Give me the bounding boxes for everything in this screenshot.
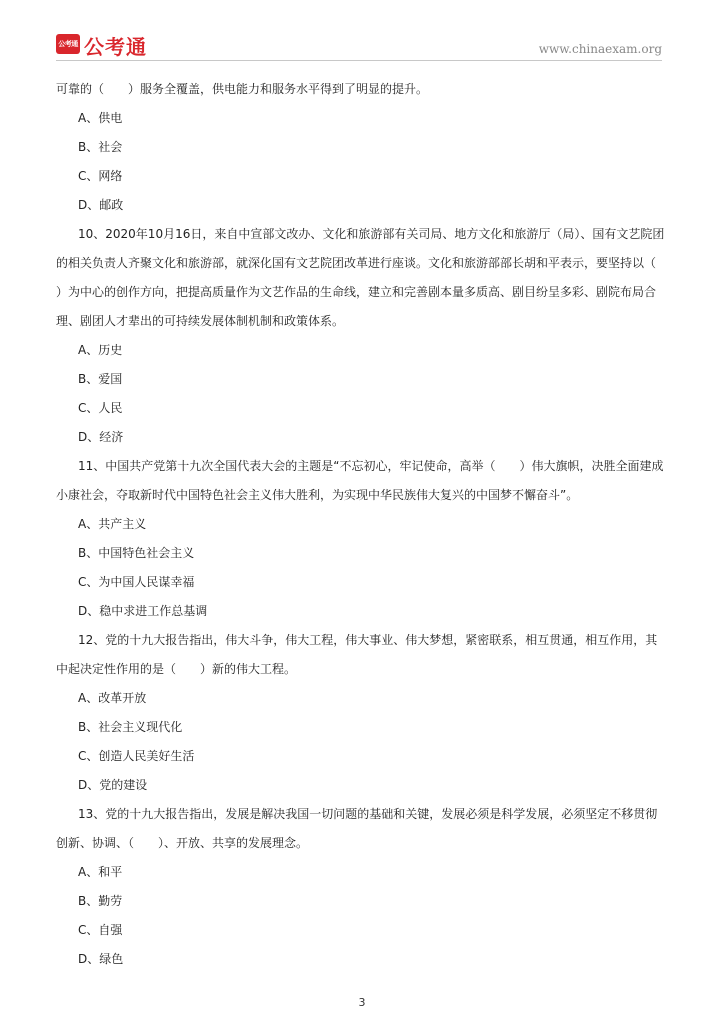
answer-option: A、历史 (78, 343, 123, 357)
logo-text: 公考通 (84, 35, 147, 59)
question-stem: 10、2020年10月16日，来自中宣部文改办、文化和旅游部有关司局、地方文化和旅游厅（局）、国有文艺院团 (78, 227, 665, 241)
answer-option: B、中国特色社会主义 (78, 546, 195, 560)
answer-option: D、党的建设 (78, 778, 148, 792)
answer-option: B、社会 (78, 140, 123, 154)
text-line: 创新、协调、（ ）、开放、共享的发展理念。 (56, 836, 309, 850)
text-line: ）为中心的创作方向，把提高质量作为文艺作品的生命线，建立和完善剧本量多质高、剧目纷呈多彩、剧院布局合 (56, 285, 657, 299)
answer-option: C、网络 (78, 169, 123, 183)
answer-option: A、和平 (78, 865, 123, 879)
answer-option: A、改革开放 (78, 691, 147, 705)
question-stem: 12、党的十九大报告指出，伟大斗争，伟大工程，伟大事业、伟大梦想，紧密联系，相互贯通，相互作用，其 (78, 633, 658, 647)
logo-icon: 公考通 (56, 34, 80, 54)
site-url: www.chinaexam.org (538, 42, 662, 56)
answer-option: A、供电 (78, 111, 123, 125)
answer-option: C、人民 (78, 401, 123, 415)
page-header (0, 0, 724, 62)
answer-option: D、绿色 (78, 952, 124, 966)
text-line: 理、剧团人才辈出的可持续发展体制机制和政策体系。 (56, 314, 345, 328)
answer-option: B、社会主义现代化 (78, 720, 183, 734)
answer-option: A、共产主义 (78, 517, 147, 531)
answer-option: D、稳中求进工作总基调 (78, 604, 208, 618)
question-stem: 13、党的十九大报告指出，发展是解决我国一切问题的基础和关键，发展必须是科学发展，必须坚定不移贯彻 (78, 807, 658, 821)
answer-option: C、创造人民美好生活 (78, 749, 195, 763)
text-line: 可靠的（ ）服务全覆盖，供电能力和服务水平得到了明显的提升。 (56, 82, 429, 96)
page-number: 3 (358, 996, 366, 1009)
answer-option: B、勤劳 (78, 894, 123, 908)
answer-option: C、自强 (78, 923, 123, 937)
document-body (56, 78, 668, 977)
answer-option: C、为中国人民谋幸福 (78, 575, 195, 589)
text-line: 小康社会，夺取新时代中国特色社会主义伟大胜利，为实现中华民族伟大复兴的中国梦不懈奋斗”。 (56, 488, 579, 502)
text-line: 中起决定性作用的是（ ）新的伟大工程。 (56, 662, 297, 676)
answer-option: D、邮政 (78, 198, 124, 212)
answer-option: D、经济 (78, 430, 124, 444)
question-stem: 11、中国共产党第十九次全国代表大会的主题是“不忘初心，牢记使命，高举（ ）伟大旗帜，决胜全面建成 (78, 459, 664, 473)
header-divider (56, 60, 662, 61)
text-line: 的相关负责人齐聚文化和旅游部，就深化国有文艺院团改革进行座谈。文化和旅游部部长胡和平表示，要坚持以（ (56, 256, 657, 270)
answer-option: B、爱国 (78, 372, 123, 386)
